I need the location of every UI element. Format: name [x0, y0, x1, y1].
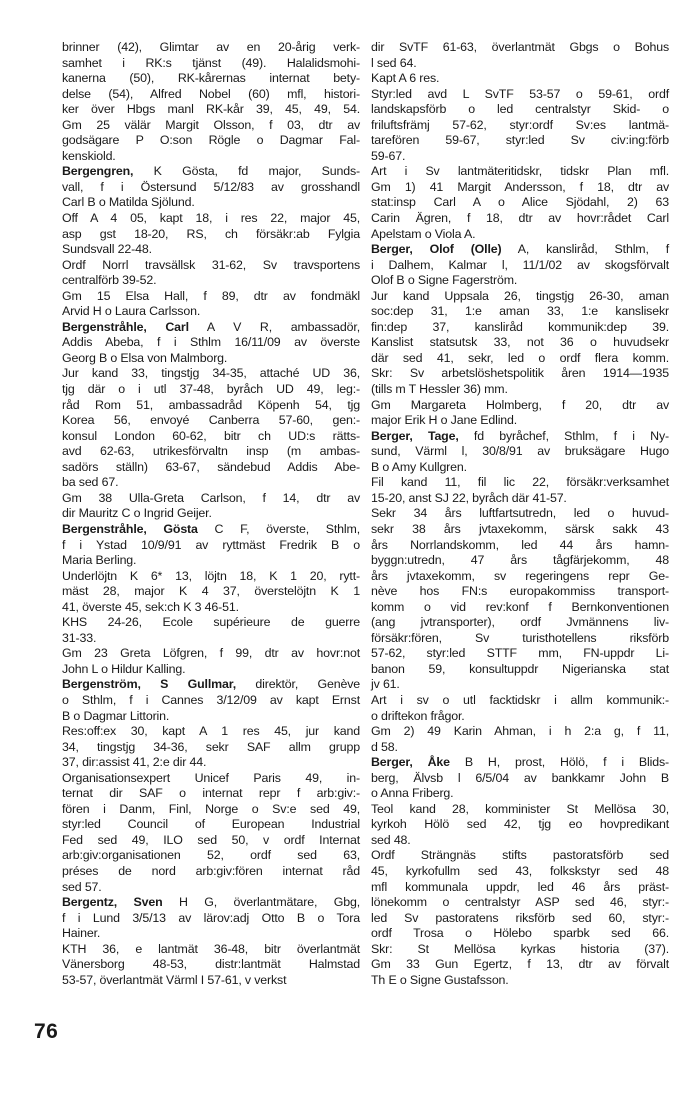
text-line: avd 62-63, utrikesförvaltn insp (m ambas-: [62, 444, 360, 459]
text-line: Gm 33 Gun Egertz, f 13, dtr av förvalt: [371, 957, 669, 972]
entry-paragraph: [62, 646, 360, 677]
entry-paragraph: [371, 164, 669, 242]
text-line: Maria Berling.: [62, 553, 137, 568]
text-line: jv 61.: [371, 677, 400, 692]
text-line: 59-67.: [371, 148, 406, 163]
text-line: KHS 24-26, Ecole supérieure de guerre: [62, 615, 360, 630]
text-line: (tills m T Hessler 36) mm.: [371, 382, 508, 397]
entry-name: Bergenstråhle, Gösta: [62, 521, 198, 536]
text-line: godsägare P O:son Rögle o Dagmar Fal-: [62, 133, 360, 148]
text-line: ba sed 67.: [62, 475, 119, 490]
text-line: KTH 36, e lantmät 36-48, bitr överlantmät: [62, 941, 360, 956]
text-line: Gm 25 välär Margit Olsson, f 03, dtr av: [62, 117, 360, 132]
entry-header-paragraph: [62, 522, 360, 569]
text-line: o Anna Friberg.: [371, 786, 454, 801]
text-line: Organisationsexpert Unicef Paris 49, in-: [62, 770, 360, 785]
text-line: asp gst 18-20, RS, ch försäkr:ab Fylgia: [62, 226, 360, 241]
text-line: major Erik H o Jane Edlind.: [371, 413, 518, 428]
entry-paragraph: [371, 848, 669, 988]
entry-paragraph: [62, 942, 360, 989]
text-line: ternat dir SAF o internat repr f arb:giv:-: [62, 786, 360, 801]
text-line: kenskiold.: [62, 148, 116, 163]
entry-paragraph: [371, 506, 669, 693]
text-line: Jur kand 33, tingstjg 34-35, attaché UD 36,: [62, 366, 360, 381]
text-line: Hainer.: [62, 926, 101, 941]
entry-text: B H, prost, Hölö, f i Blids-: [449, 755, 669, 770]
entry-paragraph: [371, 724, 669, 755]
text-line: f i Lund 3/5/13 av lärov:adj Otto B o Tora: [62, 910, 360, 925]
text-line: John L o Hildur Kalling.: [62, 661, 186, 676]
text-line: tjg där o i utl 37-48, byråch UD 49, leg:-: [62, 382, 360, 397]
text-line: 15-20, anst SJ 22, byråch där 41-57.: [371, 490, 567, 505]
text-line: mfl kommunala uppdr, led 46 års präst-: [371, 879, 669, 894]
text-line: Art i sv o utl facktidskr i allm kommunik:-: [371, 692, 669, 707]
text-line: Vänersborg 48-53, distr:lantmät Halmstad: [62, 957, 360, 972]
text-line: sekr 38 års jvtaxekomm, särsk sakk 43: [371, 521, 669, 536]
text-line: Apelstam o Viola A.: [371, 226, 476, 241]
text-line: kanerna (50), RK-kårernas internat bety-: [62, 71, 360, 86]
text-line: Teol kand 28, komminister St Mellösa 30,: [371, 801, 669, 816]
text-line: fin:dep 37, kansliråd kommunik:dep 39.: [371, 319, 669, 334]
text-line: Arvid H o Laura Carlsson.: [62, 304, 201, 319]
text-line: centralförb 39-52.: [62, 273, 157, 288]
text-line: Underlöjtn K 6* 13, löjtn 18, K 1 20, rytt-: [62, 568, 360, 583]
text-line: vall, f i Östersund 5/12/83 av grosshandl: [62, 179, 360, 194]
text-line: Art i Sv lantmäteritidskr, tidskr Plan mfl.: [371, 164, 669, 179]
text-line: Sundsvall 22-48.: [62, 242, 152, 257]
text-line: där sed 41, sekr, led o ordf flera komm.: [371, 350, 669, 365]
entry-paragraph: [371, 289, 669, 398]
entry-paragraph: [62, 569, 360, 616]
text-line: delse (54), Alfred Nobel (60) mfl, histori-: [62, 86, 360, 101]
text-line: led Sv pastoratens riksförb sed 60, styr:-: [371, 910, 669, 925]
text-line: sed 57.: [62, 879, 102, 894]
text-line: 45, kyrkofullm sed 43, folkskstyr sed 48: [371, 863, 669, 878]
entry-header-paragraph: [62, 164, 360, 211]
text-line: Gm 15 Elsa Hall, f 89, dtr av fondmäkl: [62, 288, 360, 303]
text-line: o driftekon frågor.: [371, 708, 465, 723]
text-line: stat:insp Carl A o Alice Sjödahl, 2) 63: [371, 195, 669, 210]
text-line: komm o vid rev:konf f Bernkonventionen: [371, 599, 669, 614]
text-line: Sekr 34 års luftfartsutredn, led o huvud-: [371, 506, 669, 521]
entry-paragraph: [371, 802, 669, 849]
text-line: kyrkoh Hölö sed 42, tjg eo hovpredikant: [371, 817, 669, 832]
entry-paragraph: [371, 693, 669, 724]
text-line: sadörs ställn) 63-67, sändebud Addis Abe-: [62, 459, 360, 474]
text-line: l sed 64.: [371, 55, 417, 70]
text-line: styr:led Council of European Industrial: [62, 817, 360, 832]
text-line: Carl B o Matilda Sjölund.: [62, 195, 195, 210]
text-line: sed 48.: [371, 832, 411, 847]
entry-paragraph: [62, 289, 360, 320]
text-line: f i Ystad 10/9/91 av ryttmäst Fredrik B o: [62, 537, 360, 552]
text-line: Th E o Signe Gustafsson.: [371, 972, 509, 987]
text-line: Styr:led avd L SvTF 53-57 o 59-61, ordf: [371, 86, 669, 101]
entry-text: K Gösta, fd major, Sunds-: [133, 164, 360, 179]
entry-text: A, kansliråd, Sthlm, f: [501, 242, 669, 257]
text-line: o Sthlm, f i Cannes 3/12/09 av kapt Ernst: [62, 692, 360, 707]
text-line: dir SvTF 61-63, överlantmät Gbgs o Bohus: [371, 40, 669, 54]
text-line: Olof B o Signe Fagerström.: [371, 273, 518, 288]
entry-header-paragraph: [62, 320, 360, 367]
text-line: lönekomm o centralstyr ASP sed 46, styr:-: [371, 895, 669, 910]
entry-header-paragraph: [371, 429, 669, 476]
text-line: Gm Margareta Holmberg, f 20, dtr av: [371, 397, 669, 412]
text-line: [371, 242, 669, 258]
text-line: Georg B o Elsa von Malmborg.: [62, 350, 228, 365]
text-line: Res:off:ex 30, kapt A 1 res 45, jur kand: [62, 724, 360, 739]
entry-paragraph: [371, 87, 669, 165]
entry-text: direktör, Genève: [236, 677, 360, 692]
entry-text: fd byråchef, Sthlm, f i Ny-: [458, 428, 669, 443]
text-line: Jur kand Uppsala 26, tingstjg 26-30, aman: [371, 288, 669, 303]
entry-paragraph: [371, 475, 669, 506]
text-line: [62, 522, 360, 538]
text-line: soc:dep 31, 1:e aman 33, 1:e kanslisekr: [371, 304, 669, 319]
entry-text: H G, överlantmätare, Gbg,: [162, 895, 360, 910]
text-line: (ang jvtransporter), ordf Jvmännens liv-: [371, 615, 669, 630]
text-line: landskapsförb o led centralstyr Skid- o: [371, 102, 669, 117]
text-line: ordf Trosa o Hölebo sparbk sed 66.: [371, 926, 669, 941]
entry-paragraph: [371, 398, 669, 429]
entry-paragraph: [62, 258, 360, 289]
text-line: års jvtaxekomm, sv regeringens repr Ge-: [371, 568, 669, 583]
right-column: [371, 40, 669, 988]
text-line: års Norrlandskomm, led 44 års hamn-: [371, 537, 669, 552]
text-line: nève hos FN:s europakommiss transport-: [371, 584, 669, 599]
text-line: mäst 28, major K 4 37, överstelöjtn K 1: [62, 584, 360, 599]
text-line: ker över Hbgs manl RK-kår 39, 45, 49, 54.: [62, 102, 360, 117]
entry-paragraph: [371, 40, 669, 71]
entry-text: A V R, ambassadör,: [188, 319, 360, 334]
entry-paragraph: [62, 40, 360, 164]
text-line: Gm 38 Ulla-Greta Carlson, f 14, dtr av: [62, 490, 360, 505]
text-line: B o Dagmar Littorin.: [62, 708, 170, 723]
entry-text: C F, överste, Sthlm,: [197, 521, 360, 536]
text-line: friluftsfrämj 57-62, styr:ordf Sv:es lantmä-: [371, 117, 669, 132]
text-line: Gm 23 Greta Löfgren, f 99, dtr av hovr:not: [62, 646, 360, 661]
text-line: 37, dir:assist 41, 2:e dir 44.: [62, 755, 207, 770]
entry-name: Bergentz, Sven: [62, 895, 163, 910]
text-line: råd Rom 51, ambassadråd Köpenh 54, tjg: [62, 397, 360, 412]
text-line: [62, 164, 360, 180]
text-line: fören i Danm, Finl, Norge o Sv:e sed 49,: [62, 801, 360, 816]
entry-paragraph: [62, 724, 360, 771]
entry-paragraph: [62, 366, 360, 490]
text-line: [371, 755, 669, 771]
text-line: samhet i RK:s tjänst (49). Halalidsmohi-: [62, 55, 360, 70]
text-line: Korea 56, envoyé Canberra 57-60, gen:-: [62, 413, 360, 428]
entry-name: Bergengren,: [62, 164, 134, 179]
text-line: Addis Abeba, f i Sthlm 16/11/09 av överste: [62, 335, 360, 350]
page-number: 76: [34, 1020, 59, 1043]
entry-paragraph: [371, 71, 669, 87]
text-line: Ordf Norrl travsällsk 31-62, Sv travsportens: [62, 257, 360, 272]
text-line: 31-33.: [62, 630, 97, 645]
entry-name: Berger, Olof (Olle): [371, 242, 502, 257]
text-line: byggn:utredn, 47 års tågfärjekomm, 48: [371, 553, 669, 568]
text-line: Kanslist statsutsk 33, not 36 o huvudsekr: [371, 335, 669, 350]
text-line: i Dalhem, Kalmar l, 11/1/02 av skogsförvalt: [371, 257, 669, 272]
entry-header-paragraph: [62, 677, 360, 724]
text-line: Fed sed 49, ILO sed 50, v ordf Internat: [62, 832, 360, 847]
text-line: Skr: St Mellösa kyrkas historia (37).: [371, 941, 669, 956]
text-line: tarefören 59-67, styr:led Sv civ:ing:förb: [371, 133, 669, 148]
entry-header-paragraph: [62, 895, 360, 942]
entry-name: Bergenström, S Gullmar,: [62, 677, 237, 692]
text-line: Carin Ägren, f 18, dtr av hovr:rådet Carl: [371, 211, 669, 226]
text-line: Fil kand 11, fil lic 22, försäkr:verksamhet: [371, 475, 669, 490]
text-line: d 58.: [371, 739, 398, 754]
text-line: brinner (42), Glimtar av en 20-årig verk-: [62, 40, 360, 54]
text-line: [62, 677, 360, 693]
text-line: försäkr:fören, Sv turisthotellens riksförb: [371, 630, 669, 645]
text-line: [62, 320, 360, 336]
text-line: B o Amy Kullgren.: [371, 459, 467, 474]
entry-paragraph: [62, 615, 360, 646]
text-line: 34, tingstjg 34-36, sekr SAF allm grupp: [62, 739, 360, 754]
entry-header-paragraph: [371, 242, 669, 289]
entry-name: Berger, Tage,: [371, 428, 459, 443]
text-line: konsul London 60-62, bitr ch UD:s rätts-: [62, 428, 360, 443]
entry-paragraph: [62, 491, 360, 522]
text-line: Ordf Strängnäs stifts pastoratsförb sed: [371, 848, 669, 863]
text-line: 53-57, överlantmät Värml I 57-61, v verkst: [62, 972, 287, 987]
entry-paragraph: [62, 771, 360, 895]
text-line: [62, 895, 360, 911]
text-line: 41, överste 45, sek:ch K 3 46-51.: [62, 599, 239, 614]
entry-header-paragraph: [371, 755, 669, 802]
text-line: Gm 2) 49 Karin Ahman, i h 2:a g, f 11,: [371, 724, 669, 739]
text-line: Kapt A 6 res.: [371, 71, 440, 86]
text-line: Gm 1) 41 Margit Andersson, f 18, dtr av: [371, 179, 669, 194]
text-line: Off A 4 05, kapt 18, i res 22, major 45,: [62, 211, 360, 226]
text-line: berg, Älvsb l 6/5/04 av bankkamr John B: [371, 770, 669, 785]
text-line: arb:giv:organisationen 52, ordf sed 63,: [62, 848, 360, 863]
entry-paragraph: [62, 211, 360, 258]
entry-name: Bergenstråhle, Carl: [62, 319, 189, 334]
text-line: préses de nord arb:giv:fören internat råd: [62, 863, 360, 878]
text-line: dir Mauritz C o Ingrid Geijer.: [62, 506, 212, 521]
text-line: banon 59, konsultuppdr Nigerianska stat: [371, 661, 669, 676]
text-line: 57-62, styr:led STTF mm, FN-uppdr Li-: [371, 646, 669, 661]
text-line: [371, 429, 669, 445]
entry-name: Berger, Åke: [371, 755, 450, 770]
left-column: [62, 40, 360, 988]
text-line: Skr: Sv arbetslöshetspolitik åren 1914—1935: [371, 366, 669, 381]
text-line: sund, Värml l, 30/8/91 av bruksägare Hugo: [371, 444, 669, 459]
